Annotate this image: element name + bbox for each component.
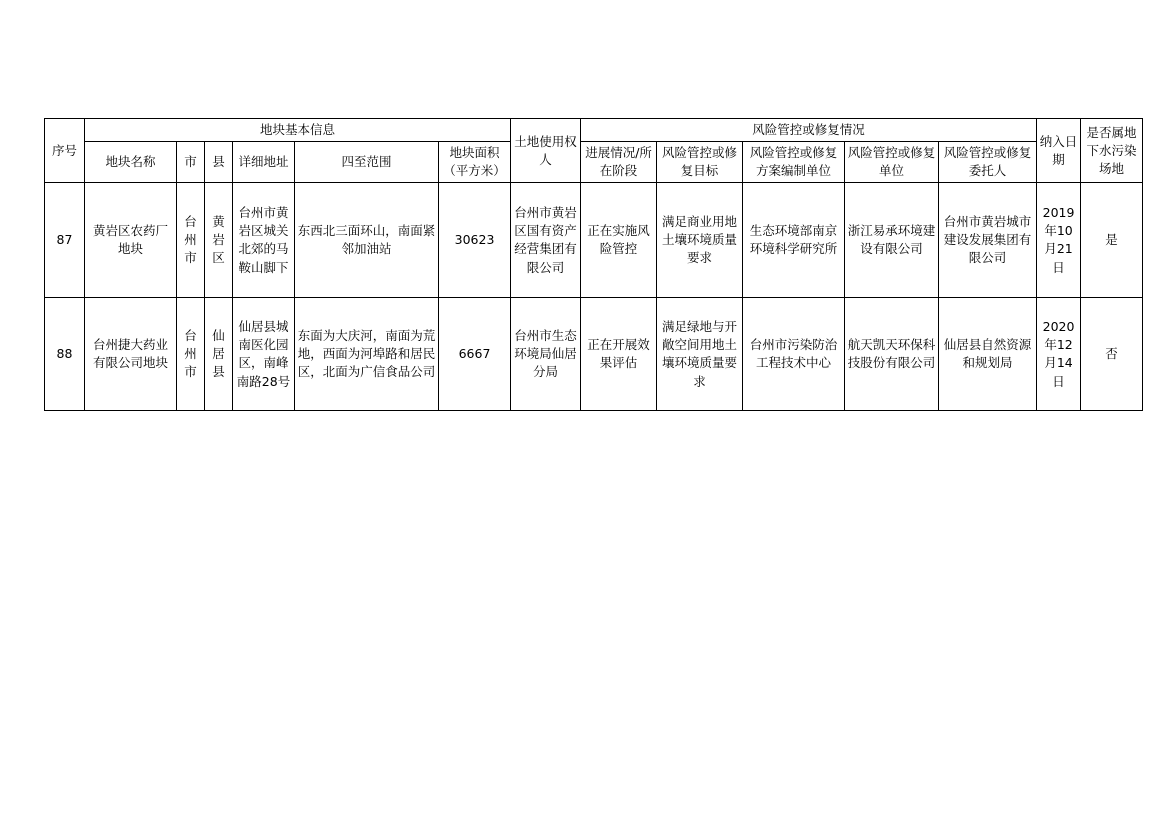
header-goal: 风险管控或修复目标 bbox=[657, 142, 743, 183]
header-date: 纳入日期 bbox=[1037, 119, 1081, 183]
cell-stage: 正在开展效果评估 bbox=[581, 298, 657, 411]
cell-city: 台州市 bbox=[177, 183, 205, 298]
cell-seq: 88 bbox=[45, 298, 85, 411]
header-group-basic-info: 地块基本信息 bbox=[85, 119, 511, 142]
cell-area: 6667 bbox=[439, 298, 511, 411]
cell-plan-unit: 台州市污染防治工程技术中心 bbox=[743, 298, 845, 411]
cell-scope: 东西北三面环山，南面紧邻加油站 bbox=[295, 183, 439, 298]
cell-seq: 87 bbox=[45, 183, 85, 298]
cell-owner: 台州市生态环境局仙居分局 bbox=[511, 298, 581, 411]
cell-name: 台州捷大药业有限公司地块 bbox=[85, 298, 177, 411]
cell-date: 2020年12月14日 bbox=[1037, 298, 1081, 411]
cell-date: 2019年10月21日 bbox=[1037, 183, 1081, 298]
cell-groundwater: 否 bbox=[1081, 298, 1143, 411]
cell-area: 30623 bbox=[439, 183, 511, 298]
cell-client: 仙居县自然资源和规划局 bbox=[939, 298, 1037, 411]
header-group-risk-control: 风险管控或修复情况 bbox=[581, 119, 1037, 142]
cell-groundwater: 是 bbox=[1081, 183, 1143, 298]
cell-goal: 满足商业用地土壤环境质量要求 bbox=[657, 183, 743, 298]
table-header-row-2 bbox=[45, 142, 1143, 183]
header-stage: 进展情况/所在阶段 bbox=[581, 142, 657, 183]
cell-scope: 东面为大庆河，南面为荒地，西面为河埠路和居民区，北面为广信食品公司 bbox=[295, 298, 439, 411]
cell-client: 台州市黄岩城市建设发展集团有限公司 bbox=[939, 183, 1037, 298]
cell-plan-unit: 生态环境部南京环境科学研究所 bbox=[743, 183, 845, 298]
cell-stage: 正在实施风险管控 bbox=[581, 183, 657, 298]
cell-name: 黄岩区农药厂地块 bbox=[85, 183, 177, 298]
contaminated-land-table bbox=[44, 118, 1143, 411]
header-owner: 土地使用权人 bbox=[511, 119, 581, 183]
cell-address: 仙居县城南医化园区，南峰南路28号 bbox=[233, 298, 295, 411]
header-client: 风险管控或修复委托人 bbox=[939, 142, 1037, 183]
header-county: 县 bbox=[205, 142, 233, 183]
header-scope: 四至范围 bbox=[295, 142, 439, 183]
cell-city: 台州市 bbox=[177, 298, 205, 411]
header-address: 详细地址 bbox=[233, 142, 295, 183]
header-seq: 序号 bbox=[45, 119, 85, 183]
table-row bbox=[45, 298, 1143, 411]
header-area: 地块面积（平方米） bbox=[439, 142, 511, 183]
table-header-row-1 bbox=[45, 119, 1143, 142]
header-name: 地块名称 bbox=[85, 142, 177, 183]
cell-county: 仙居县 bbox=[205, 298, 233, 411]
cell-address: 台州市黄岩区城关北郊的马鞍山脚下 bbox=[233, 183, 295, 298]
header-groundwater: 是否属地下水污染场地 bbox=[1081, 119, 1143, 183]
cell-goal: 满足绿地与开敞空间用地土壤环境质量要求 bbox=[657, 298, 743, 411]
header-city: 市 bbox=[177, 142, 205, 183]
cell-repair-unit: 浙江易承环境建设有限公司 bbox=[845, 183, 939, 298]
header-plan-unit: 风险管控或修复方案编制单位 bbox=[743, 142, 845, 183]
table-row bbox=[45, 183, 1143, 298]
cell-county: 黄岩区 bbox=[205, 183, 233, 298]
header-repair-unit: 风险管控或修复单位 bbox=[845, 142, 939, 183]
cell-repair-unit: 航天凯天环保科技股份有限公司 bbox=[845, 298, 939, 411]
cell-owner: 台州市黄岩区国有资产经营集团有限公司 bbox=[511, 183, 581, 298]
